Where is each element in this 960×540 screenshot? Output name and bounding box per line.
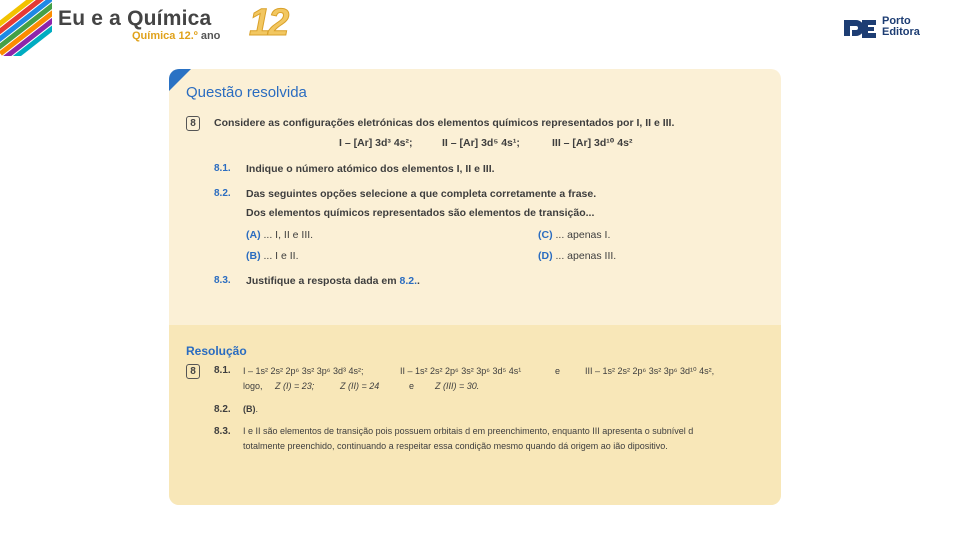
item-label-8-3: 8.3.: [214, 275, 231, 286]
res-z2: Z (II) = 24: [340, 381, 380, 391]
res-text-8-3-line1: I e II são elementos de transição pois possuem orbitais d em preenchimento, enquanto III apresenta o subnível d: [243, 426, 694, 436]
res-config-1: I – 1s² 2s² 2p⁶ 3s² 3p⁶ 3d³ 4s²;: [243, 366, 364, 376]
config-2: II – [Ar] 3d⁵ 4s¹;: [442, 137, 520, 149]
option-c: [538, 229, 610, 241]
resolution-panel: [169, 325, 781, 505]
item-text-8-3-main: Justifique a resposta dada em: [246, 275, 397, 287]
item-text-8-2: Das seguintes opções selecione a que completa corretamente a frase.: [246, 188, 597, 200]
res-answer-end: .: [255, 404, 259, 414]
resolution-title: Resolução: [186, 344, 247, 358]
book-title: Eu e a Química: [58, 7, 212, 30]
res-config-and: e: [555, 366, 561, 376]
publisher-logo: [842, 16, 942, 42]
book-subtitle: [132, 30, 220, 42]
sentence-to-complete: Dos elementos químicos representados são elementos de transição...: [246, 207, 595, 219]
res-answer-8-2: [243, 404, 258, 414]
publisher-name: [882, 16, 920, 38]
item-text-8-3-end: .: [417, 275, 420, 287]
question-statement: Considere as configurações eletrónicas dos elementos químicos representados por I, II e III.: [214, 117, 675, 129]
option-b-text: ... I e II.: [263, 250, 299, 262]
res-config-2: II – 1s² 2s² 2p⁶ 3s² 3p⁶ 3d⁵ 4s¹: [400, 366, 522, 376]
section-title: Questão resolvida: [186, 84, 307, 101]
colored-pencils-icon: [0, 0, 52, 56]
option-d: [538, 250, 616, 262]
res-label-8-2: 8.2.: [214, 404, 231, 415]
resolution-number: 8: [186, 364, 200, 379]
solved-question-card: [169, 69, 781, 505]
subject-suffix: ano: [200, 30, 221, 42]
option-b: [246, 250, 299, 262]
option-a-key: (A): [246, 229, 261, 241]
res-z-and: e: [409, 381, 415, 391]
option-c-key: (C): [538, 229, 553, 241]
subject-label: Química 12.º: [132, 30, 198, 42]
res-answer-key: (B): [243, 404, 256, 414]
item-label-8-1: 8.1.: [214, 163, 231, 174]
publisher-mark-icon: [842, 18, 878, 38]
res-label-8-3: 8.3.: [214, 426, 231, 437]
option-c-text: ... apenas I.: [555, 229, 611, 241]
question-number: 8: [186, 116, 200, 131]
item-text-8-3-ref: 8.2.: [399, 275, 417, 287]
book-logo: [0, 0, 300, 56]
option-a: [246, 229, 313, 241]
option-b-key: (B): [246, 250, 261, 262]
option-d-text: ... apenas III.: [555, 250, 617, 262]
option-d-key: (D): [538, 250, 553, 262]
item-label-8-2: 8.2.: [214, 188, 231, 199]
config-3: III – [Ar] 3d¹⁰ 4s²: [552, 137, 633, 149]
item-text-8-1: Indique o número atómico dos elementos I, II e III.: [246, 163, 495, 175]
grade-number: 12: [249, 2, 288, 44]
res-z3: Z (III) = 30.: [435, 381, 480, 391]
res-z1: Z (I) = 23;: [275, 381, 315, 391]
config-1: I – [Ar] 3d³ 4s²;: [339, 137, 413, 149]
option-a-text: ... I, II e III.: [263, 229, 314, 241]
publisher-line1: Porto: [882, 15, 911, 27]
res-label-8-1: 8.1.: [214, 365, 231, 376]
item-text-8-3: [246, 275, 420, 287]
res-config-3: III – 1s² 2s² 2p⁶ 3s² 3p⁶ 3d¹⁰ 4s²,: [585, 366, 715, 376]
res-logo-word: logo,: [243, 381, 263, 391]
publisher-line2: Editora: [882, 26, 920, 38]
res-text-8-3-line2: totalmente preenchido, continuando a respeitar essa condição mesmo quando dá origem ao ião dipositivo.: [243, 441, 668, 451]
